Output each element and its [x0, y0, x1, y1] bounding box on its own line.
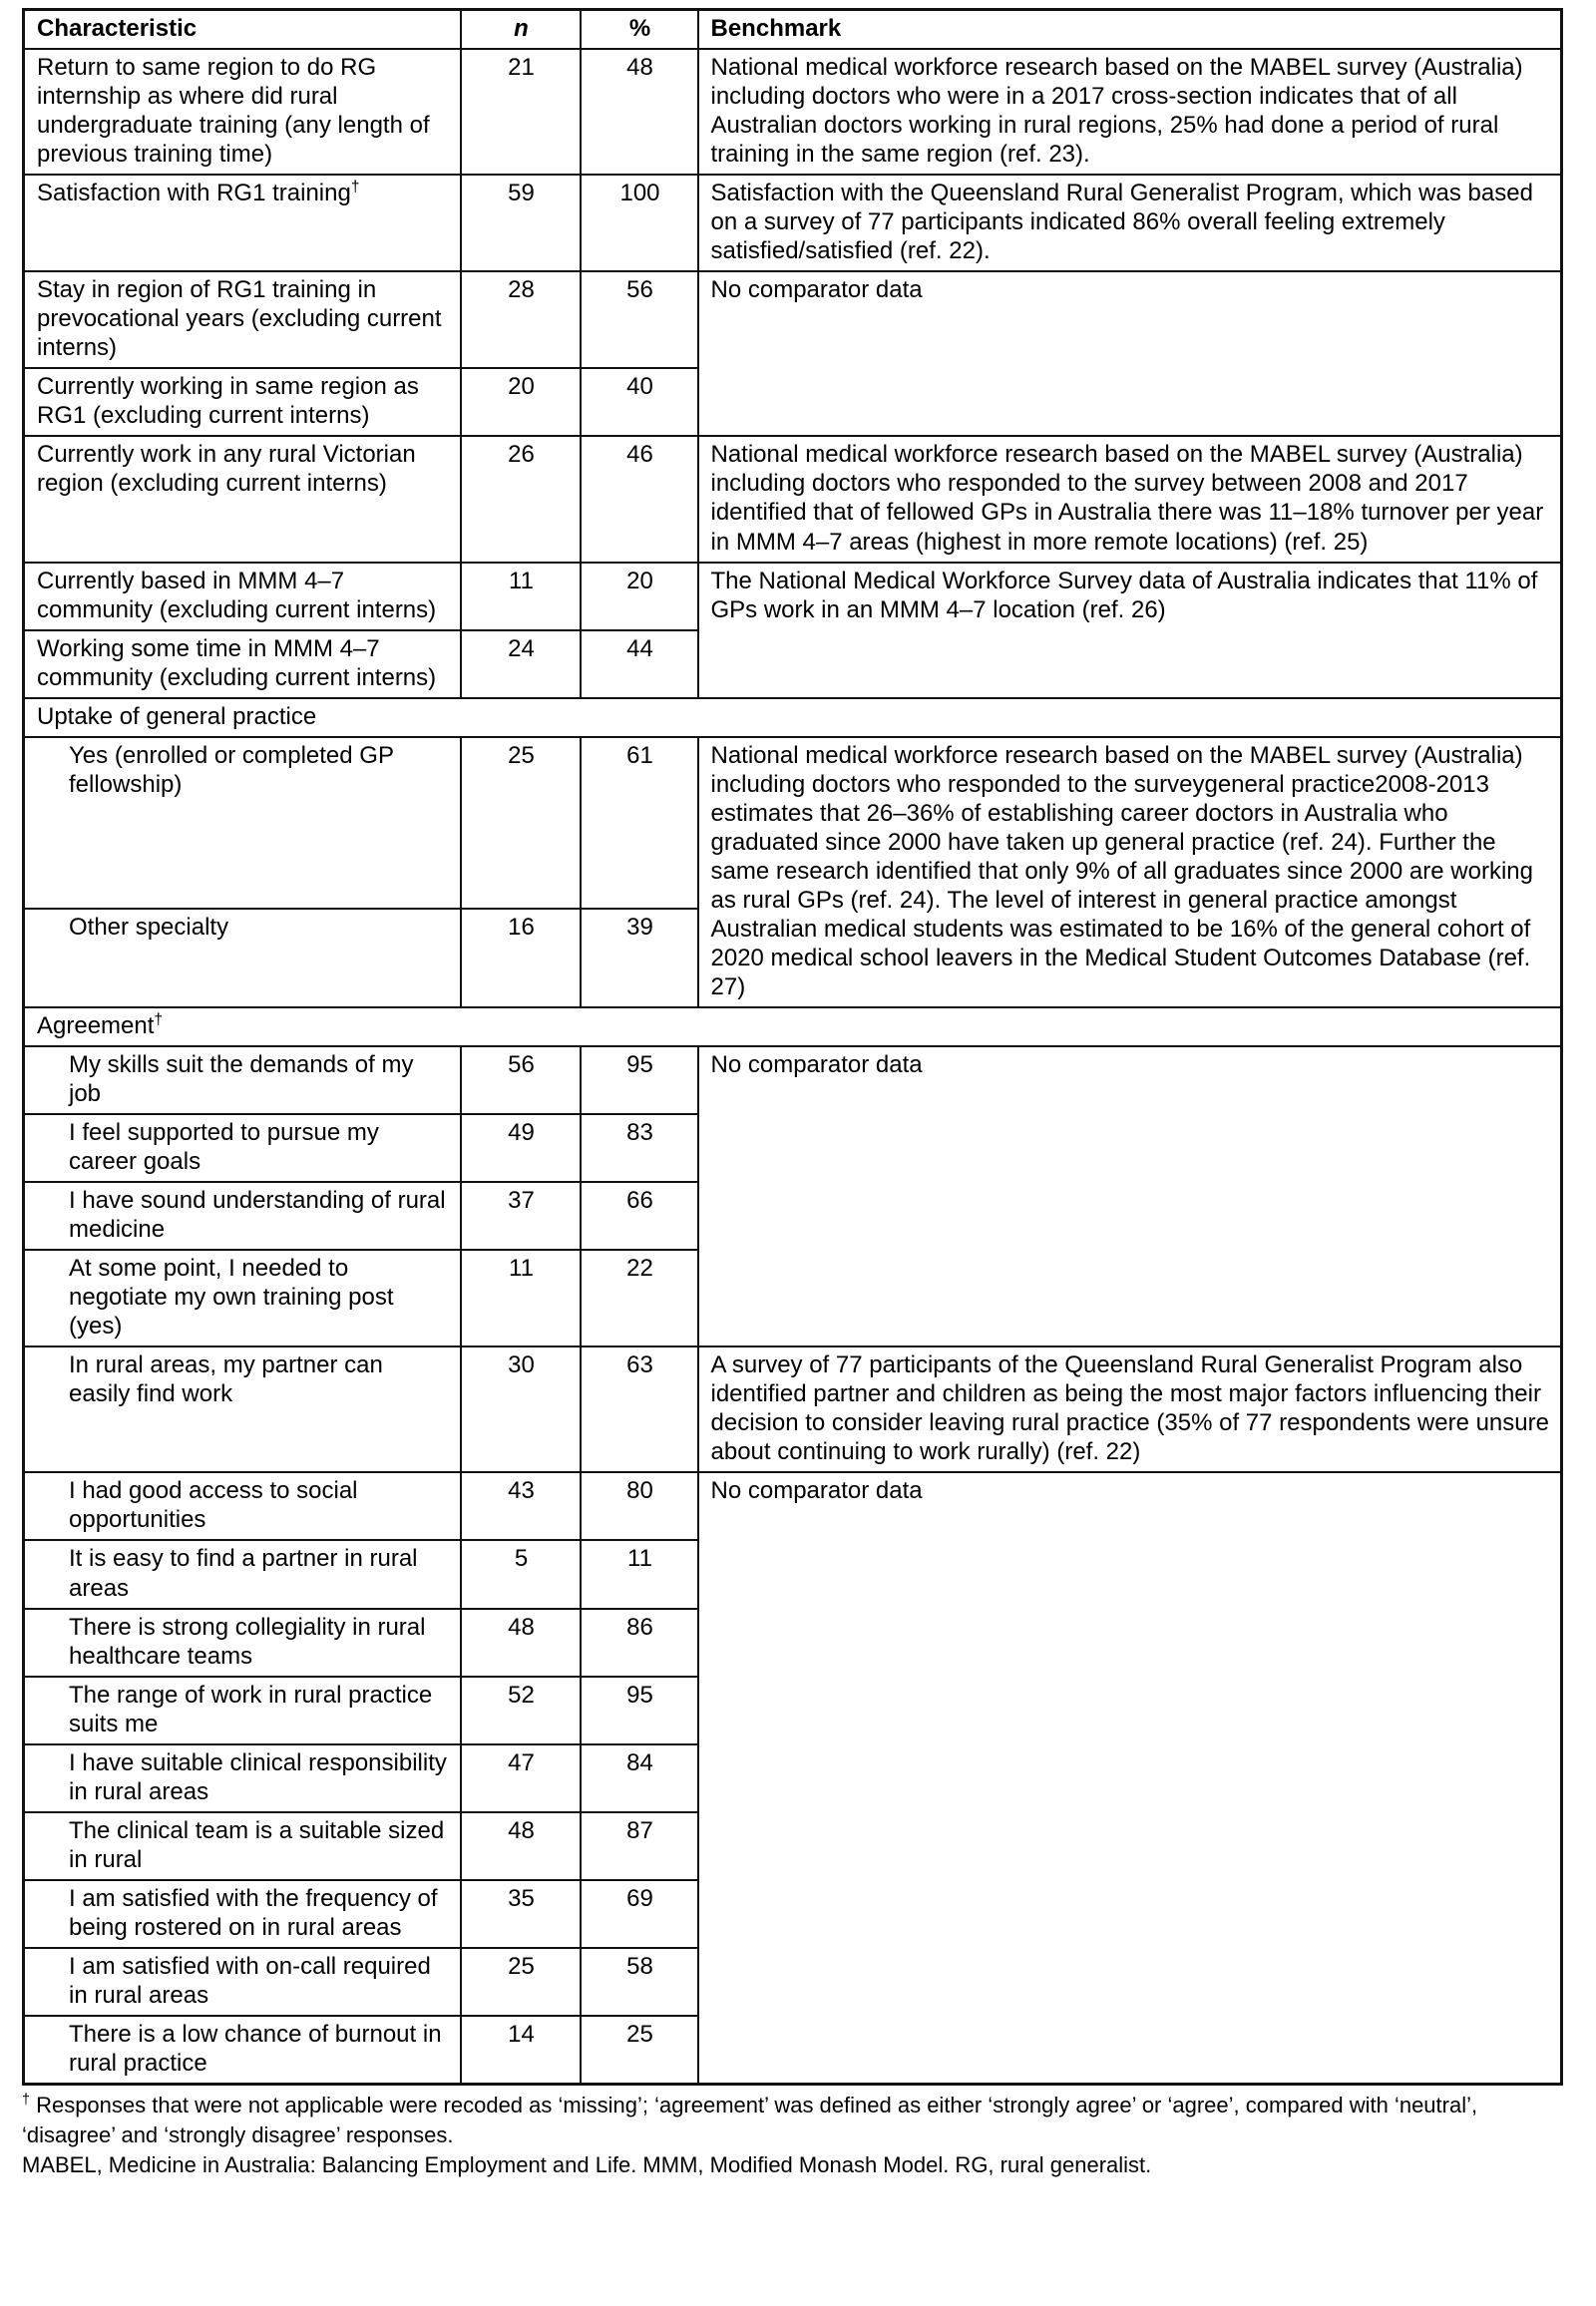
benchmark-cell: National medical workforce research based on the MABEL survey (Australia) including doctors who responded to the surveygeneral practice2008-2013 estimates that 26–36% of establishing career doctors in Australia who graduated since 2000 have taken up general practice (ref. 24). Further the same research identified that only 9% of all graduates since 2000 are working as rural GPs (ref. 24). The level of interest in general practice amongst Australian medical students was estimated to be 16% of the general cohort of 2020 medical school leavers in the Medical Student Outcomes Database (ref. 27) — [698, 737, 1562, 1007]
n-value-cell: 56 — [461, 1046, 581, 1114]
benchmark-cell: Satisfaction with the Queensland Rural Generalist Program, which was based on a survey of 77 participants indicated 86% overall feeling extremely satisfied/satisfied (ref. 22). — [698, 175, 1562, 271]
percent-value-cell: 11 — [581, 1540, 698, 1608]
n-value-cell: 11 — [461, 1250, 581, 1346]
percent-value-cell: 22 — [581, 1250, 698, 1346]
characteristic-cell: Satisfaction with RG1 training† — [24, 175, 461, 271]
table-row — [24, 175, 1562, 271]
n-value-cell: 43 — [461, 1472, 581, 1540]
n-value-cell: 48 — [461, 1609, 581, 1677]
percent-value-cell: 83 — [581, 1114, 698, 1182]
n-value-cell: 14 — [461, 2016, 581, 2085]
n-value-cell: 25 — [461, 1948, 581, 2016]
characteristic-cell: I have sound understanding of rural medicine — [24, 1182, 461, 1250]
table-row — [24, 1472, 1562, 1540]
percent-value-cell: 80 — [581, 1472, 698, 1540]
characteristic-cell: I am satisfied with the frequency of being rostered on in rural areas — [24, 1880, 461, 1948]
percent-value-cell: 87 — [581, 1812, 698, 1880]
n-value-cell: 48 — [461, 1812, 581, 1880]
characteristic-cell: It is easy to find a partner in rural areas — [24, 1540, 461, 1608]
n-value-cell: 49 — [461, 1114, 581, 1182]
table-row — [24, 1346, 1562, 1472]
percent-value-cell: 95 — [581, 1677, 698, 1744]
dagger-icon: † — [154, 1010, 164, 1028]
characteristic-cell: I am satisfied with on-call required in rural areas — [24, 1948, 461, 2016]
benchmark-cell: No comparator data — [698, 1046, 1562, 1346]
characteristic-cell: My skills suit the demands of my job — [24, 1046, 461, 1114]
section-row — [24, 1007, 1562, 1046]
percent-value-cell: 39 — [581, 909, 698, 1007]
n-value-cell: 37 — [461, 1182, 581, 1250]
characteristic-cell: Other specialty — [24, 909, 461, 1007]
characteristic-cell: Stay in region of RG1 training in prevocational years (excluding current interns) — [24, 271, 461, 368]
table-row — [24, 436, 1562, 562]
footnote-definitions-text: Responses that were not applicable were recoded as ‘missing’; ‘agreement’ was defined as either ‘strongly agree’ or ‘agree’, compared with ‘neutral’, ‘disagree’ and ‘strongly disagree’ responses. — [22, 2092, 1478, 2147]
characteristic-cell: Currently work in any rural Victorian region (excluding current interns) — [24, 436, 461, 562]
table-body — [24, 49, 1562, 2084]
n-value-cell: 28 — [461, 271, 581, 368]
characteristic-cell: Return to same region to do RG internship as where did rural undergraduate training (any length of previous training time) — [24, 49, 461, 175]
dagger-icon: † — [350, 179, 360, 196]
benchmark-cell: No comparator data — [698, 271, 1562, 436]
characteristic-cell: At some point, I needed to negotiate my own training post (yes) — [24, 1250, 461, 1346]
characteristics-benchmark-table — [22, 8, 1563, 2086]
characteristic-cell: I have suitable clinical responsibility in rural areas — [24, 1744, 461, 1812]
characteristic-cell: Working some time in MMM 4–7 community (excluding current interns) — [24, 630, 461, 698]
section-row — [24, 698, 1562, 737]
percent-value-cell: 95 — [581, 1046, 698, 1114]
n-value-cell: 24 — [461, 630, 581, 698]
n-value-cell: 20 — [461, 368, 581, 436]
percent-value-cell: 66 — [581, 1182, 698, 1250]
section-label: Agreement† — [24, 1007, 1562, 1046]
n-value-cell: 16 — [461, 909, 581, 1007]
percent-value-cell: 44 — [581, 630, 698, 698]
percent-value-cell: 63 — [581, 1346, 698, 1472]
n-value-cell: 25 — [461, 737, 581, 909]
characteristic-cell: I had good access to social opportunities — [24, 1472, 461, 1540]
header-row — [24, 10, 1562, 50]
footnotes — [22, 2091, 1568, 2180]
table-row — [24, 1046, 1562, 1114]
benchmark-cell: No comparator data — [698, 1472, 1562, 2084]
percent-value-cell: 86 — [581, 1609, 698, 1677]
percent-value-cell: 46 — [581, 436, 698, 562]
characteristic-cell: There is a low chance of burnout in rural practice — [24, 2016, 461, 2085]
percent-value-cell: 48 — [581, 49, 698, 175]
characteristic-cell: Yes (enrolled or completed GP fellowship) — [24, 737, 461, 909]
characteristic-cell: There is strong collegiality in rural healthcare teams — [24, 1609, 461, 1677]
header-n: n — [461, 10, 581, 50]
table-row — [24, 563, 1562, 630]
characteristic-cell: The range of work in rural practice suits me — [24, 1677, 461, 1744]
header-percent: % — [581, 10, 698, 50]
table-row — [24, 737, 1562, 909]
percent-value-cell: 25 — [581, 2016, 698, 2085]
n-value-cell: 30 — [461, 1346, 581, 1472]
characteristic-cell: The clinical team is a suitable sized in rural — [24, 1812, 461, 1880]
n-value-cell: 21 — [461, 49, 581, 175]
benchmark-cell: National medical workforce research based on the MABEL survey (Australia) including doctors who were in a 2017 cross-section indicates that of all Australian doctors working in rural regions, 25% had done a period of rural training in the same region (ref. 23). — [698, 49, 1562, 175]
characteristic-cell: Currently based in MMM 4–7 community (excluding current interns) — [24, 563, 461, 630]
benchmark-cell: A survey of 77 participants of the Queensland Rural Generalist Program also identified partner and children as being the most major factors influencing their decision to consider leaving rural practice (35% of 77 respondents were unsure about continuing to work rurally) (ref. 22) — [698, 1346, 1562, 1472]
footnote-definitions — [22, 2091, 1568, 2150]
n-value-cell: 26 — [461, 436, 581, 562]
n-value-cell: 5 — [461, 1540, 581, 1608]
percent-value-cell: 61 — [581, 737, 698, 909]
table-row — [24, 49, 1562, 175]
section-label: Uptake of general practice — [24, 698, 1562, 737]
dagger-icon: † — [22, 2092, 30, 2109]
characteristic-cell: I feel supported to pursue my career goals — [24, 1114, 461, 1182]
percent-value-cell: 100 — [581, 175, 698, 271]
benchmark-cell: National medical workforce research based on the MABEL survey (Australia) including doctors who responded to the survey between 2008 and 2017 identified that of fellowed GPs in Australia there was 11–18% turnover per year in MMM 4–7 areas (highest in more remote locations) (ref. 25) — [698, 436, 1562, 562]
n-value-cell: 47 — [461, 1744, 581, 1812]
n-value-cell: 11 — [461, 563, 581, 630]
benchmark-cell: The National Medical Workforce Survey data of Australia indicates that 11% of GPs work in an MMM 4–7 location (ref. 26) — [698, 563, 1562, 698]
header-benchmark: Benchmark — [698, 10, 1562, 50]
n-value-cell: 35 — [461, 1880, 581, 1948]
header-characteristic: Characteristic — [24, 10, 461, 50]
n-value-cell: 52 — [461, 1677, 581, 1744]
characteristic-cell: Currently working in same region as RG1 (excluding current interns) — [24, 368, 461, 436]
n-value-cell: 59 — [461, 175, 581, 271]
characteristic-cell: In rural areas, my partner can easily find work — [24, 1346, 461, 1472]
footnote-abbreviations: MABEL, Medicine in Australia: Balancing Employment and Life. MMM, Modified Monash Model. RG, rural generalist. — [22, 2151, 1152, 2177]
percent-value-cell: 69 — [581, 1880, 698, 1948]
percent-value-cell: 58 — [581, 1948, 698, 2016]
percent-value-cell: 84 — [581, 1744, 698, 1812]
percent-value-cell: 40 — [581, 368, 698, 436]
percent-value-cell: 56 — [581, 271, 698, 368]
table-row — [24, 271, 1562, 368]
percent-value-cell: 20 — [581, 563, 698, 630]
